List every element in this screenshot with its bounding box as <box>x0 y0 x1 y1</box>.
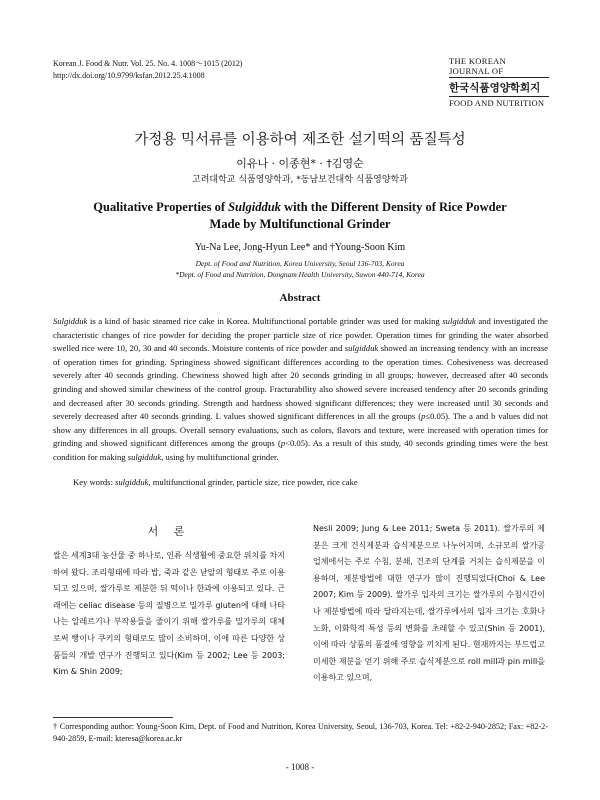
korean-affiliations: 고려대학교 식품영양학과, *동남보건대학 식품영양학과 <box>192 175 408 185</box>
abstract-seg-b: and investigated the characteristic changes of rice powder for deciding the proper particle size of rice powder. Operation times for grinding the water absorbed swelled rice were 10, 20, 30 and 40 seconds. Moisture contents of rice powder and <box>53 316 548 354</box>
doi-link[interactable]: http://dx.doi.org/10.9799/ksfan.2012.25.4.1008 <box>53 71 205 80</box>
abstract-text <box>53 315 548 465</box>
footnote-divider <box>53 717 173 718</box>
english-authors: Yu-Na Lee, Jong-Hyun Lee* and †Young-Soon Kim <box>194 242 406 253</box>
journal-logo-block <box>449 56 549 108</box>
english-affiliations <box>40 258 560 280</box>
abstract-seg-f: , using by multifunctional grinder. <box>161 451 279 462</box>
title-italic: Sulgidduk <box>228 200 281 214</box>
abstract-term: Sulgidduk <box>53 316 88 326</box>
corresponding-author-footnote: † Corresponding author: Young-Soon Kim, Dept. of Food and Nutrition, Korea University, Seoul, 136-703, Korea. Tel: +82-2-940-2852; Fax: +82-2-940-2859, E-mail: kteresa@korea.ac.kr <box>53 722 548 743</box>
citation-line: Korean J. Food & Nutr. Vol. 25. No. 4. 1008～1015 (2012) <box>53 59 243 68</box>
abstract-term-4: sulgidduk <box>127 451 162 462</box>
page-number: - 1008 - <box>285 762 315 772</box>
body-left-column: 쌀은 세계3대 농산물 중 하나로, 인류 식생활에 중요한 위치를 차지하여 왔다. 조리형태에 따라 밥, 죽과 같은 낟알의 형태로 주로 이용되고 있으며, 쌀가루로 제분한 뒤 떡이나 한과에 이용되고 있다. 근래에는 celiac disease 등의 질병으로 밀가루 gluten에 대해 나타나는 알레르기나 부작용들을 줄이기 위해 쌀가루를 밀가루의 대체로써 빵이나 쿠키의 형태로도 많이 소비하며, 이에 따른 다양한 상품들의 개발 연구가 진행되고 있다(Kim 등 2002; Lee 등 2003; Kim & Shin 2009; <box>53 551 285 677</box>
abstract-seg-c: showed an increasing tendency with an increase of operation times for grinding. Springiness showed significant differences according to the operation times. Cohesiveness was decreased severely after 40 seconds grinding. Chewiness showed high after 20 seconds grinding in all groups; however, decreased after 40 seconds grinding and showed similar chewiness of the control group. Fracturability also showed severe increased tendency after 20 seconds grinding and decreased after 30 seconds grinding. Strength and hardness showed significant differences; they were increased until 30 seconds and severely decreased after 40 seconds grinding. L values showed significant differences in all the groups ( <box>53 343 548 422</box>
abstract-p-symbol: p <box>421 411 426 422</box>
abstract-p-symbol-2: p <box>280 438 286 449</box>
journal-name-top: THE KOREAN JOURNAL OF <box>449 56 549 78</box>
abstract-term-2: sulgidduk <box>442 316 476 326</box>
journal-name-bottom: FOOD AND NUTRITION <box>449 96 549 108</box>
title-line2: Made by Multifunctional Grinder <box>209 217 391 231</box>
keywords-label: Key words: <box>73 477 116 487</box>
keyword-italic: sulgidduk <box>115 477 149 487</box>
title-part1: Qualitative Properties of <box>93 200 229 214</box>
citation-header <box>53 58 242 82</box>
english-title <box>40 199 560 233</box>
affiliation-1: Dept. of Food and Nutrition, Korea University, Seoul 136-703, Korea <box>195 259 405 268</box>
affiliation-2: *Dept. of Food and Nutrition, Dongnam Health University, Suwon 440-714, Korea <box>175 270 425 279</box>
abstract-heading: Abstract <box>279 292 321 304</box>
section-title-introduction: 서 론 <box>147 525 191 538</box>
korean-authors: 이유나 · 이종현* · †김영순 <box>236 157 364 170</box>
abstract-seg-d: ≤0.05). The a and b values did not show any differences in all groups. Overall sensory evaluations, such as colors, flavors and texture, were increased with operation times for grinding and showed significant differences among the groups ( <box>53 411 548 449</box>
body-right-column: Nesli 2009; Jung & Lee 2011; Sweta 등 2011). 쌀가루의 제분은 크게 건식제분과 습식제분으로 나누어지며, 소규모의 쌀가공 업체에서는 주로 수침, 분쇄, 건조의 단계를 거치는 습식제분을 이용하며, 제분방법에 대한 연구가 많이 진행되었다(Choi & Lee 2007; Kim 등 2009). 쌀가루 입자의 크기는 쌀가루의 수침시간이나 제분방법에 따라 달라지는데, 쌀가루에서의 입자 크기는 호화나 노화, 이화학적 특성 등의 변화를 초래할 수 있고(Shin 등 2001), 이에 따라 상품의 품질에 영향을 끼치게 된다. 현재까지는 부드럽고 미세한 제분을 얻기 위해 주로 습식제분으로 roll mill과 pin mill을 이용하고 있으며, <box>313 524 545 683</box>
korean-title: 가정용 믹서류를 이용하여 제조한 설기떡의 품질특성 <box>134 132 466 148</box>
abstract-term-3: sulgidduk <box>344 343 379 354</box>
abstract-seg-a: is a kind of basic steamed rice cake in Korea. Multifunctional portable grinder was used for making <box>87 316 443 326</box>
journal-name-korean: 한국식품영양학회지 <box>449 82 541 94</box>
keywords <box>73 477 358 487</box>
title-part2: with the Different Density of Rice Powder <box>280 200 507 214</box>
keywords-rest: , multifunctional grinder, particle size, rice powder, rice cake <box>148 477 358 487</box>
abstract-seg-e: <0.05). As a result of this study, 40 seconds grinding times were the best condition for making <box>53 438 548 462</box>
